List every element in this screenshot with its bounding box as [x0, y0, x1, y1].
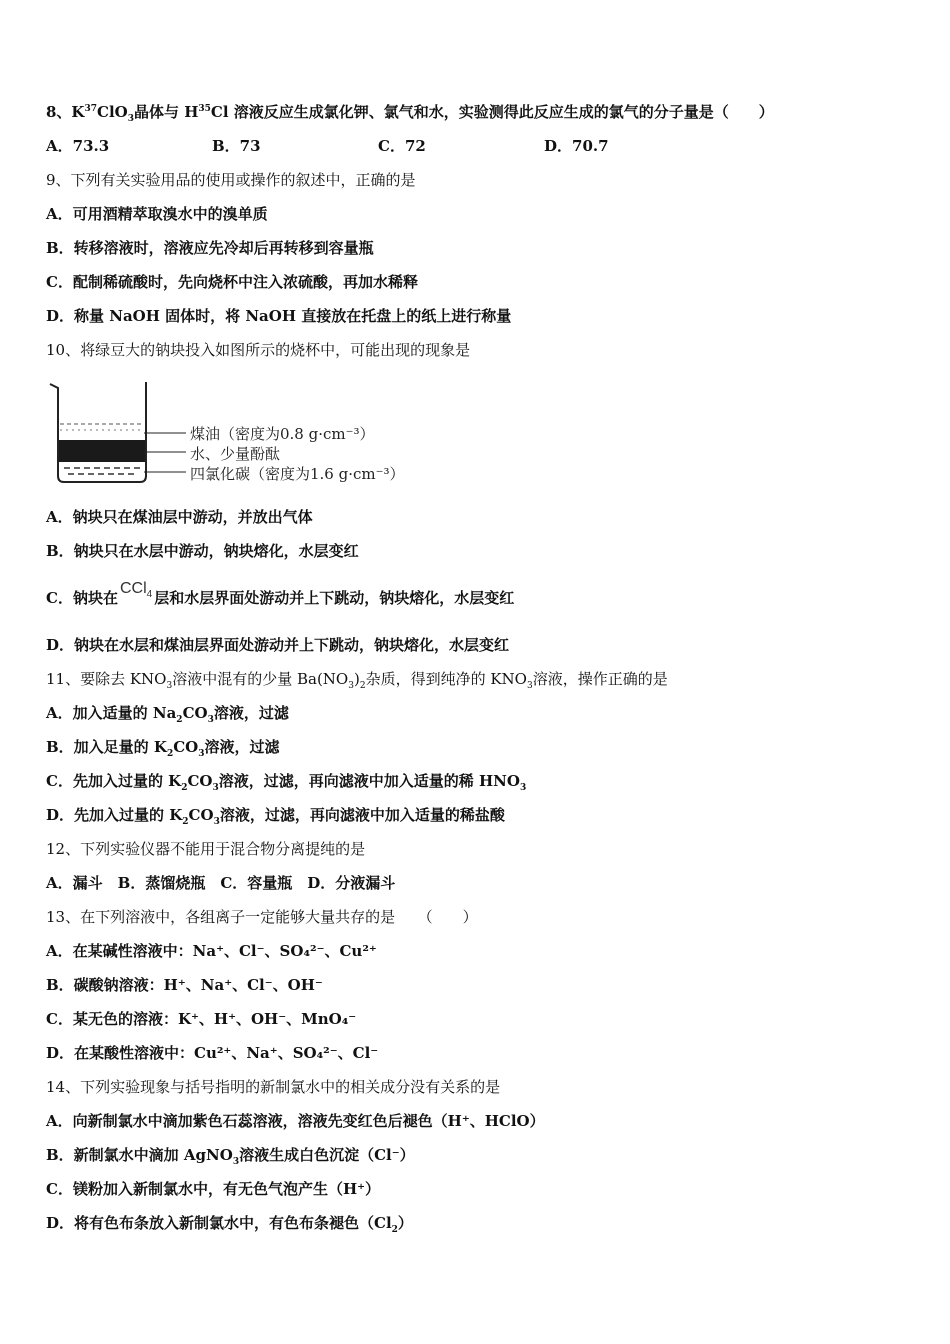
q11-option-a: A．加入适量的 $Na_2CO_3$溶液，过滤: [46, 704, 289, 725]
q10-option-d: D．钠块在水层和煤油层界面处游动并上下跳动，钠块熔化，水层变红: [46, 636, 510, 654]
q13-option-b: B．碳酸钠溶液：H⁺、Na⁺、Cl⁻、OH⁻: [46, 976, 323, 994]
q10-option-c: C．钠块在CCl$_4$ 层和水层界面处游动并上下跳动，钠块熔化，水层变红: [46, 580, 515, 607]
q9-stem: 9、下列有关实验用品的使用或操作的叙述中，正确的是: [46, 171, 416, 189]
q12-options: A．漏斗 B．蒸馏烧瓶 C．容量瓶 D．分液漏斗: [46, 874, 396, 892]
q10-option-a: A．钠块只在煤油层中游动，并放出气体: [46, 508, 313, 526]
beaker-figure: [46, 378, 446, 490]
q9-option-b: B．转移溶液时，溶液应先冷却后再转移到容量瓶: [46, 239, 374, 257]
q13-option-c: C．某无色的溶液：K⁺、H⁺、OH⁻、MnO₄⁻: [46, 1010, 357, 1028]
figure-label-water: 水、少量酚酞: [190, 445, 281, 463]
beaker-outline-icon: [50, 382, 146, 482]
q11-stem: 11、要除去 $KNO_3$溶液中混有的少量 $Ba(NO_3)_2$杂质，得到纯净的 $KNO_3$溶液，操作正确的是: [46, 670, 668, 691]
q10-option-b: B．钠块只在水层中游动，钠块熔化，水层变红: [46, 542, 359, 560]
q8-stem: 8、$K^{37}ClO_3$晶体与 $H^{35}Cl$ 溶液反应生成氯化钾、氯气和水，实验测得此反应生成的氯气的分子量是（ ）: [46, 103, 774, 124]
q11-option-d: D．先加入过量的 $K_2CO_3$溶液，过滤，再向滤液中加入适量的稀盐酸: [46, 806, 505, 827]
q11-option-c: C．先加入过量的 $K_2CO_3$溶液，过滤，再向滤液中加入适量的稀 $HNO_3$: [46, 772, 527, 793]
q8-option-a: A．73.3: [46, 137, 110, 155]
q11-option-b: B．加入足量的 $K_2CO_3$溶液，过滤: [46, 738, 280, 759]
q14-option-a: A．向新制氯水中滴加紫色石蕊溶液，溶液先变红色后褪色（H⁺、HClO）: [46, 1112, 545, 1130]
q8-option-b: B．73: [212, 137, 261, 155]
q8-option-d: D．70.7: [544, 137, 609, 155]
q12-stem: 12、下列实验仪器不能用于混合物分离提纯的是: [46, 840, 366, 858]
q14-option-d: D．将有色布条放入新制氯水中，有色布条褪色$(Cl_2)$: [46, 1214, 413, 1235]
q8-options: [46, 136, 910, 156]
ccl4-formula: CCl$_4$: [119, 580, 153, 601]
water-layer: [59, 440, 145, 462]
q9-option-a: A．可用酒精萃取溴水中的溴单质: [46, 205, 268, 223]
q9-option-d: D．称量 NaOH 固体时，将 NaOH 直接放在托盘上的纸上进行称量: [46, 307, 512, 325]
q13-stem: 13、在下列溶液中，各组离子一定能够大量共存的是 （ ）: [46, 908, 478, 926]
q13-option-d: D．在某酸性溶液中：Cu²⁺、Na⁺、SO₄²⁻、Cl⁻: [46, 1044, 379, 1062]
q13-option-a: A．在某碱性溶液中：Na⁺、Cl⁻、SO₄²⁻、Cu²⁺: [46, 942, 377, 960]
figure-label-kerosene: 煤油（密度为0.8 g·cm⁻³）: [190, 425, 375, 443]
q8-option-c: C．72: [378, 137, 426, 155]
q14-option-b: B．新制氯水中滴加 AgNO$_3$溶液生成白色沉淀（Cl⁻）: [46, 1146, 415, 1167]
figure-label-ccl4: 四氯化碳（密度为1.6 g·cm⁻³）: [190, 465, 405, 483]
q14-stem: 14、下列实验现象与括号指明的新制氯水中的相关成分没有关系的是: [46, 1078, 501, 1096]
q14-option-c: C．镁粉加入新制氯水中，有无色气泡产生（H⁺）: [46, 1180, 381, 1198]
q9-option-c: C．配制稀硫酸时，先向烧杯中注入浓硫酸，再加水稀释: [46, 273, 418, 291]
q10-stem: 10、将绿豆大的钠块投入如图所示的烧杯中，可能出现的现象是: [46, 341, 471, 359]
